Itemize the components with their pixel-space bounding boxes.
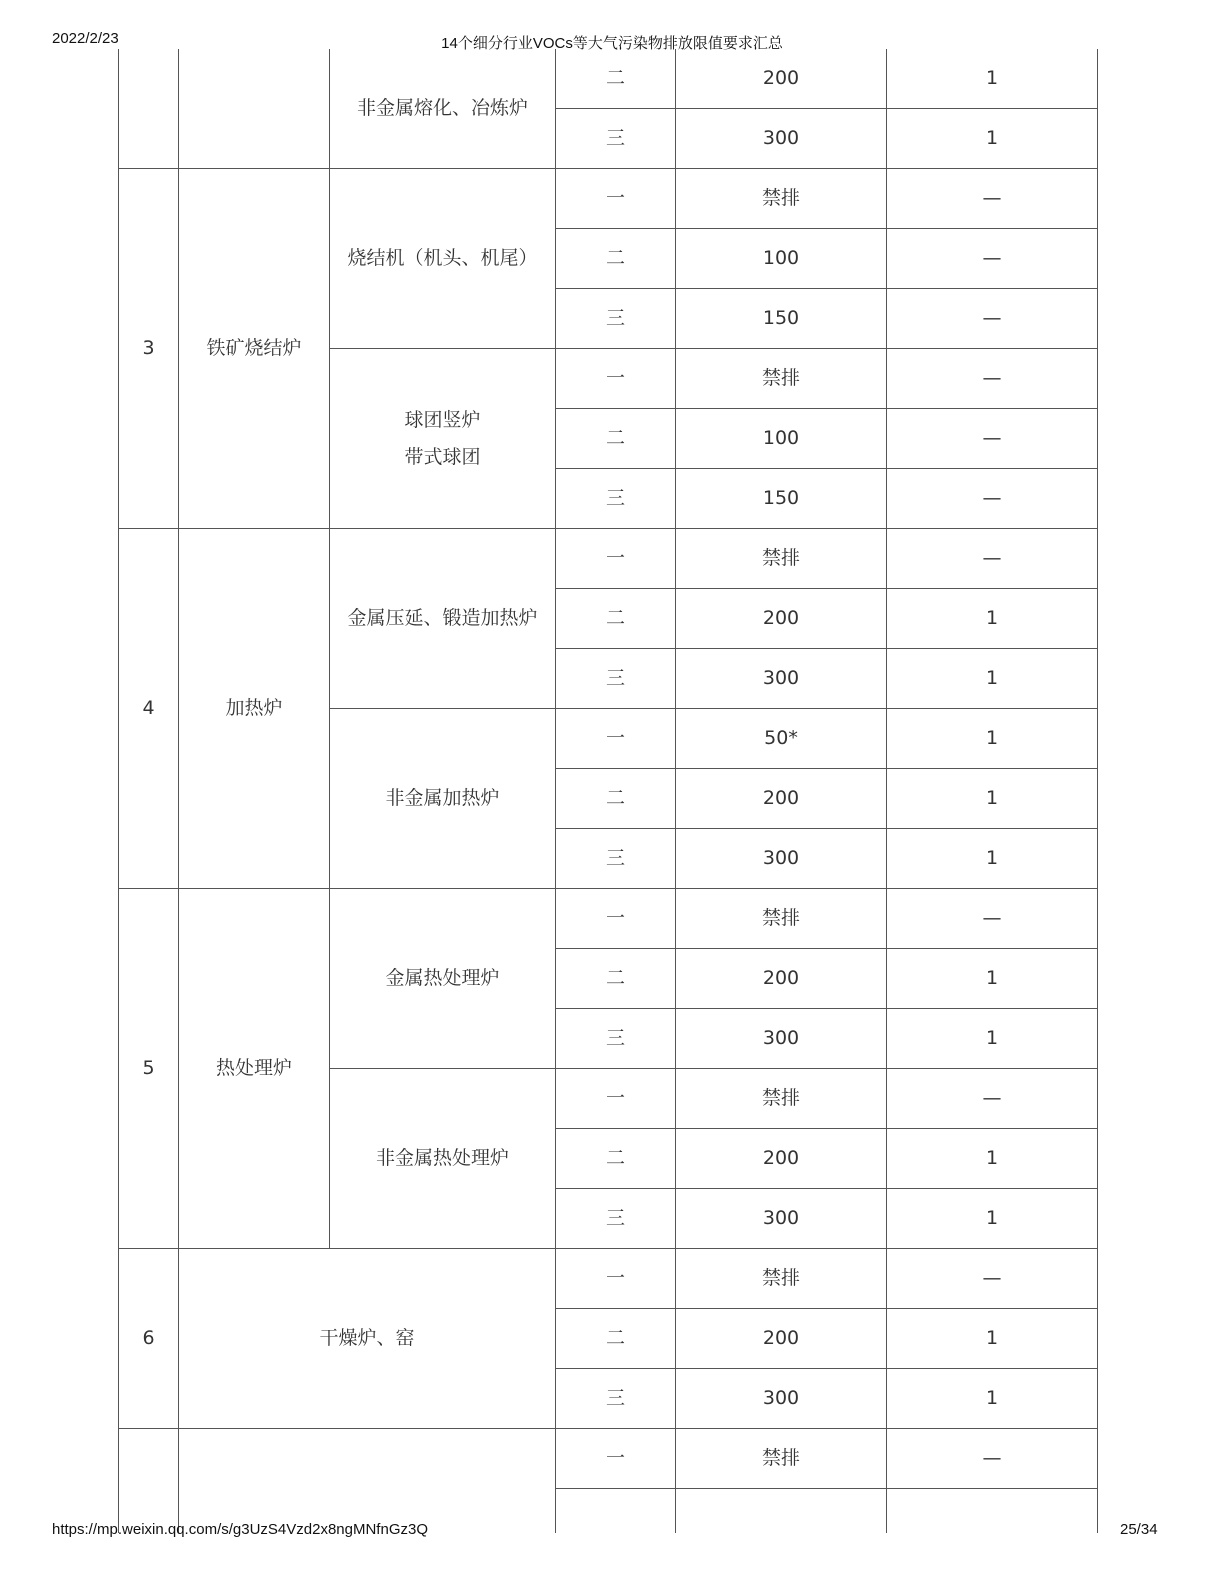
cell-limit: — — [887, 469, 1098, 529]
cell-level: 二 — [556, 589, 676, 649]
cell-level: 二 — [556, 949, 676, 1009]
cell-no: 3 — [119, 169, 179, 529]
cell-level: 一 — [556, 889, 676, 949]
cell-level: 一 — [556, 349, 676, 409]
cell-limit: 1 — [887, 1009, 1098, 1069]
cell-limit: — — [887, 169, 1098, 229]
cell-level — [556, 1489, 676, 1534]
cell-value: 200 — [676, 1309, 887, 1369]
cell-limit: 1 — [887, 1309, 1098, 1369]
cell-type: 铁矿烧结炉 — [179, 169, 330, 529]
cell-level: 一 — [556, 169, 676, 229]
cell-value: 150 — [676, 289, 887, 349]
cell-value: 禁排 — [676, 169, 887, 229]
table-row — [119, 49, 1098, 109]
cell-limit: 1 — [887, 589, 1098, 649]
cell-limit: — — [887, 1429, 1098, 1489]
cell-value: 300 — [676, 1189, 887, 1249]
cell-subtype: 非金属热处理炉 — [330, 1069, 556, 1249]
cell-type — [179, 1429, 556, 1534]
cell-type — [179, 49, 330, 169]
cell-limit: — — [887, 529, 1098, 589]
cell-limit: 1 — [887, 829, 1098, 889]
cell-value: 50* — [676, 709, 887, 769]
cell-limit: 1 — [887, 949, 1098, 1009]
cell-level: 三 — [556, 109, 676, 169]
cell-level: 三 — [556, 1009, 676, 1069]
cell-type: 热处理炉 — [179, 889, 330, 1249]
cell-value: 300 — [676, 829, 887, 889]
cell-type: 加热炉 — [179, 529, 330, 889]
cell-value: 200 — [676, 1129, 887, 1189]
cell-level: 二 — [556, 1129, 676, 1189]
cell-no: 5 — [119, 889, 179, 1249]
cell-subtype — [330, 349, 556, 529]
cell-value: 300 — [676, 1369, 887, 1429]
footer-url: https://mp.weixin.qq.com/s/g3UzS4Vzd2x8ngMNfnGz3Q — [52, 1521, 428, 1538]
cell-no: 6 — [119, 1249, 179, 1429]
cell-level: 二 — [556, 769, 676, 829]
table-row — [119, 889, 1098, 949]
cell-limit: — — [887, 889, 1098, 949]
cell-limit: — — [887, 409, 1098, 469]
cell-no — [119, 1429, 179, 1534]
cell-subtype: 金属热处理炉 — [330, 889, 556, 1069]
cell-value: 禁排 — [676, 1069, 887, 1129]
cell-limit: 1 — [887, 1129, 1098, 1189]
cell-level: 一 — [556, 1249, 676, 1309]
cell-limit: 1 — [887, 1369, 1098, 1429]
cell-value: 300 — [676, 109, 887, 169]
cell-value: 150 — [676, 469, 887, 529]
cell-subtype: 非金属加热炉 — [330, 709, 556, 889]
cell-level: 一 — [556, 709, 676, 769]
cell-level: 二 — [556, 409, 676, 469]
cell-value — [676, 1489, 887, 1534]
cell-value: 禁排 — [676, 1429, 887, 1489]
cell-value: 200 — [676, 49, 887, 109]
cell-limit: 1 — [887, 769, 1098, 829]
cell-value: 300 — [676, 649, 887, 709]
cell-level: 一 — [556, 1429, 676, 1489]
cell-limit: — — [887, 289, 1098, 349]
cell-level: 三 — [556, 649, 676, 709]
cell-value: 100 — [676, 229, 887, 289]
table-row — [119, 529, 1098, 589]
subtype-line: 球团竖炉 — [404, 409, 481, 432]
cell-subtype: 非金属熔化、冶炼炉 — [330, 49, 556, 169]
cell-limit — [887, 1489, 1098, 1534]
cell-level: 一 — [556, 529, 676, 589]
cell-limit: 1 — [887, 1189, 1098, 1249]
cell-limit: — — [887, 1249, 1098, 1309]
cell-subtype: 金属压延、锻造加热炉 — [330, 529, 556, 709]
subtype-line: 带式球团 — [404, 445, 481, 468]
cell-level: 三 — [556, 1369, 676, 1429]
cell-limit: — — [887, 349, 1098, 409]
cell-limit: — — [887, 1069, 1098, 1129]
cell-level: 三 — [556, 1189, 676, 1249]
cell-value: 300 — [676, 1009, 887, 1069]
cell-value: 200 — [676, 949, 887, 1009]
cell-level: 三 — [556, 289, 676, 349]
cell-limit: 1 — [887, 709, 1098, 769]
header-title: 14个细分行业VOCs等大气污染物排放限值要求汇总 — [441, 35, 783, 52]
cell-limit: 1 — [887, 49, 1098, 109]
cell-type: 干燥炉、窑 — [179, 1249, 556, 1429]
cell-value: 禁排 — [676, 529, 887, 589]
cell-level: 二 — [556, 1309, 676, 1369]
cell-level: 三 — [556, 469, 676, 529]
cell-level: 三 — [556, 829, 676, 889]
cell-value: 200 — [676, 769, 887, 829]
cell-no — [119, 49, 179, 169]
cell-level: 二 — [556, 49, 676, 109]
cell-level: 一 — [556, 1069, 676, 1129]
cell-value: 禁排 — [676, 1249, 887, 1309]
table-row — [119, 169, 1098, 229]
cell-value: 100 — [676, 409, 887, 469]
emission-limits-table — [118, 49, 1098, 1533]
cell-limit: — — [887, 229, 1098, 289]
cell-level: 二 — [556, 229, 676, 289]
cell-value: 200 — [676, 589, 887, 649]
cell-limit: 1 — [887, 649, 1098, 709]
table-row — [119, 1249, 1098, 1309]
cell-value: 禁排 — [676, 889, 887, 949]
cell-subtype: 烧结机（机头、机尾） — [330, 169, 556, 349]
footer-page-number: 25/34 — [1120, 1521, 1158, 1538]
cell-limit: 1 — [887, 109, 1098, 169]
cell-no: 4 — [119, 529, 179, 889]
cell-value: 禁排 — [676, 349, 887, 409]
header-date: 2022/2/23 — [52, 30, 119, 47]
table-row — [119, 1429, 1098, 1489]
